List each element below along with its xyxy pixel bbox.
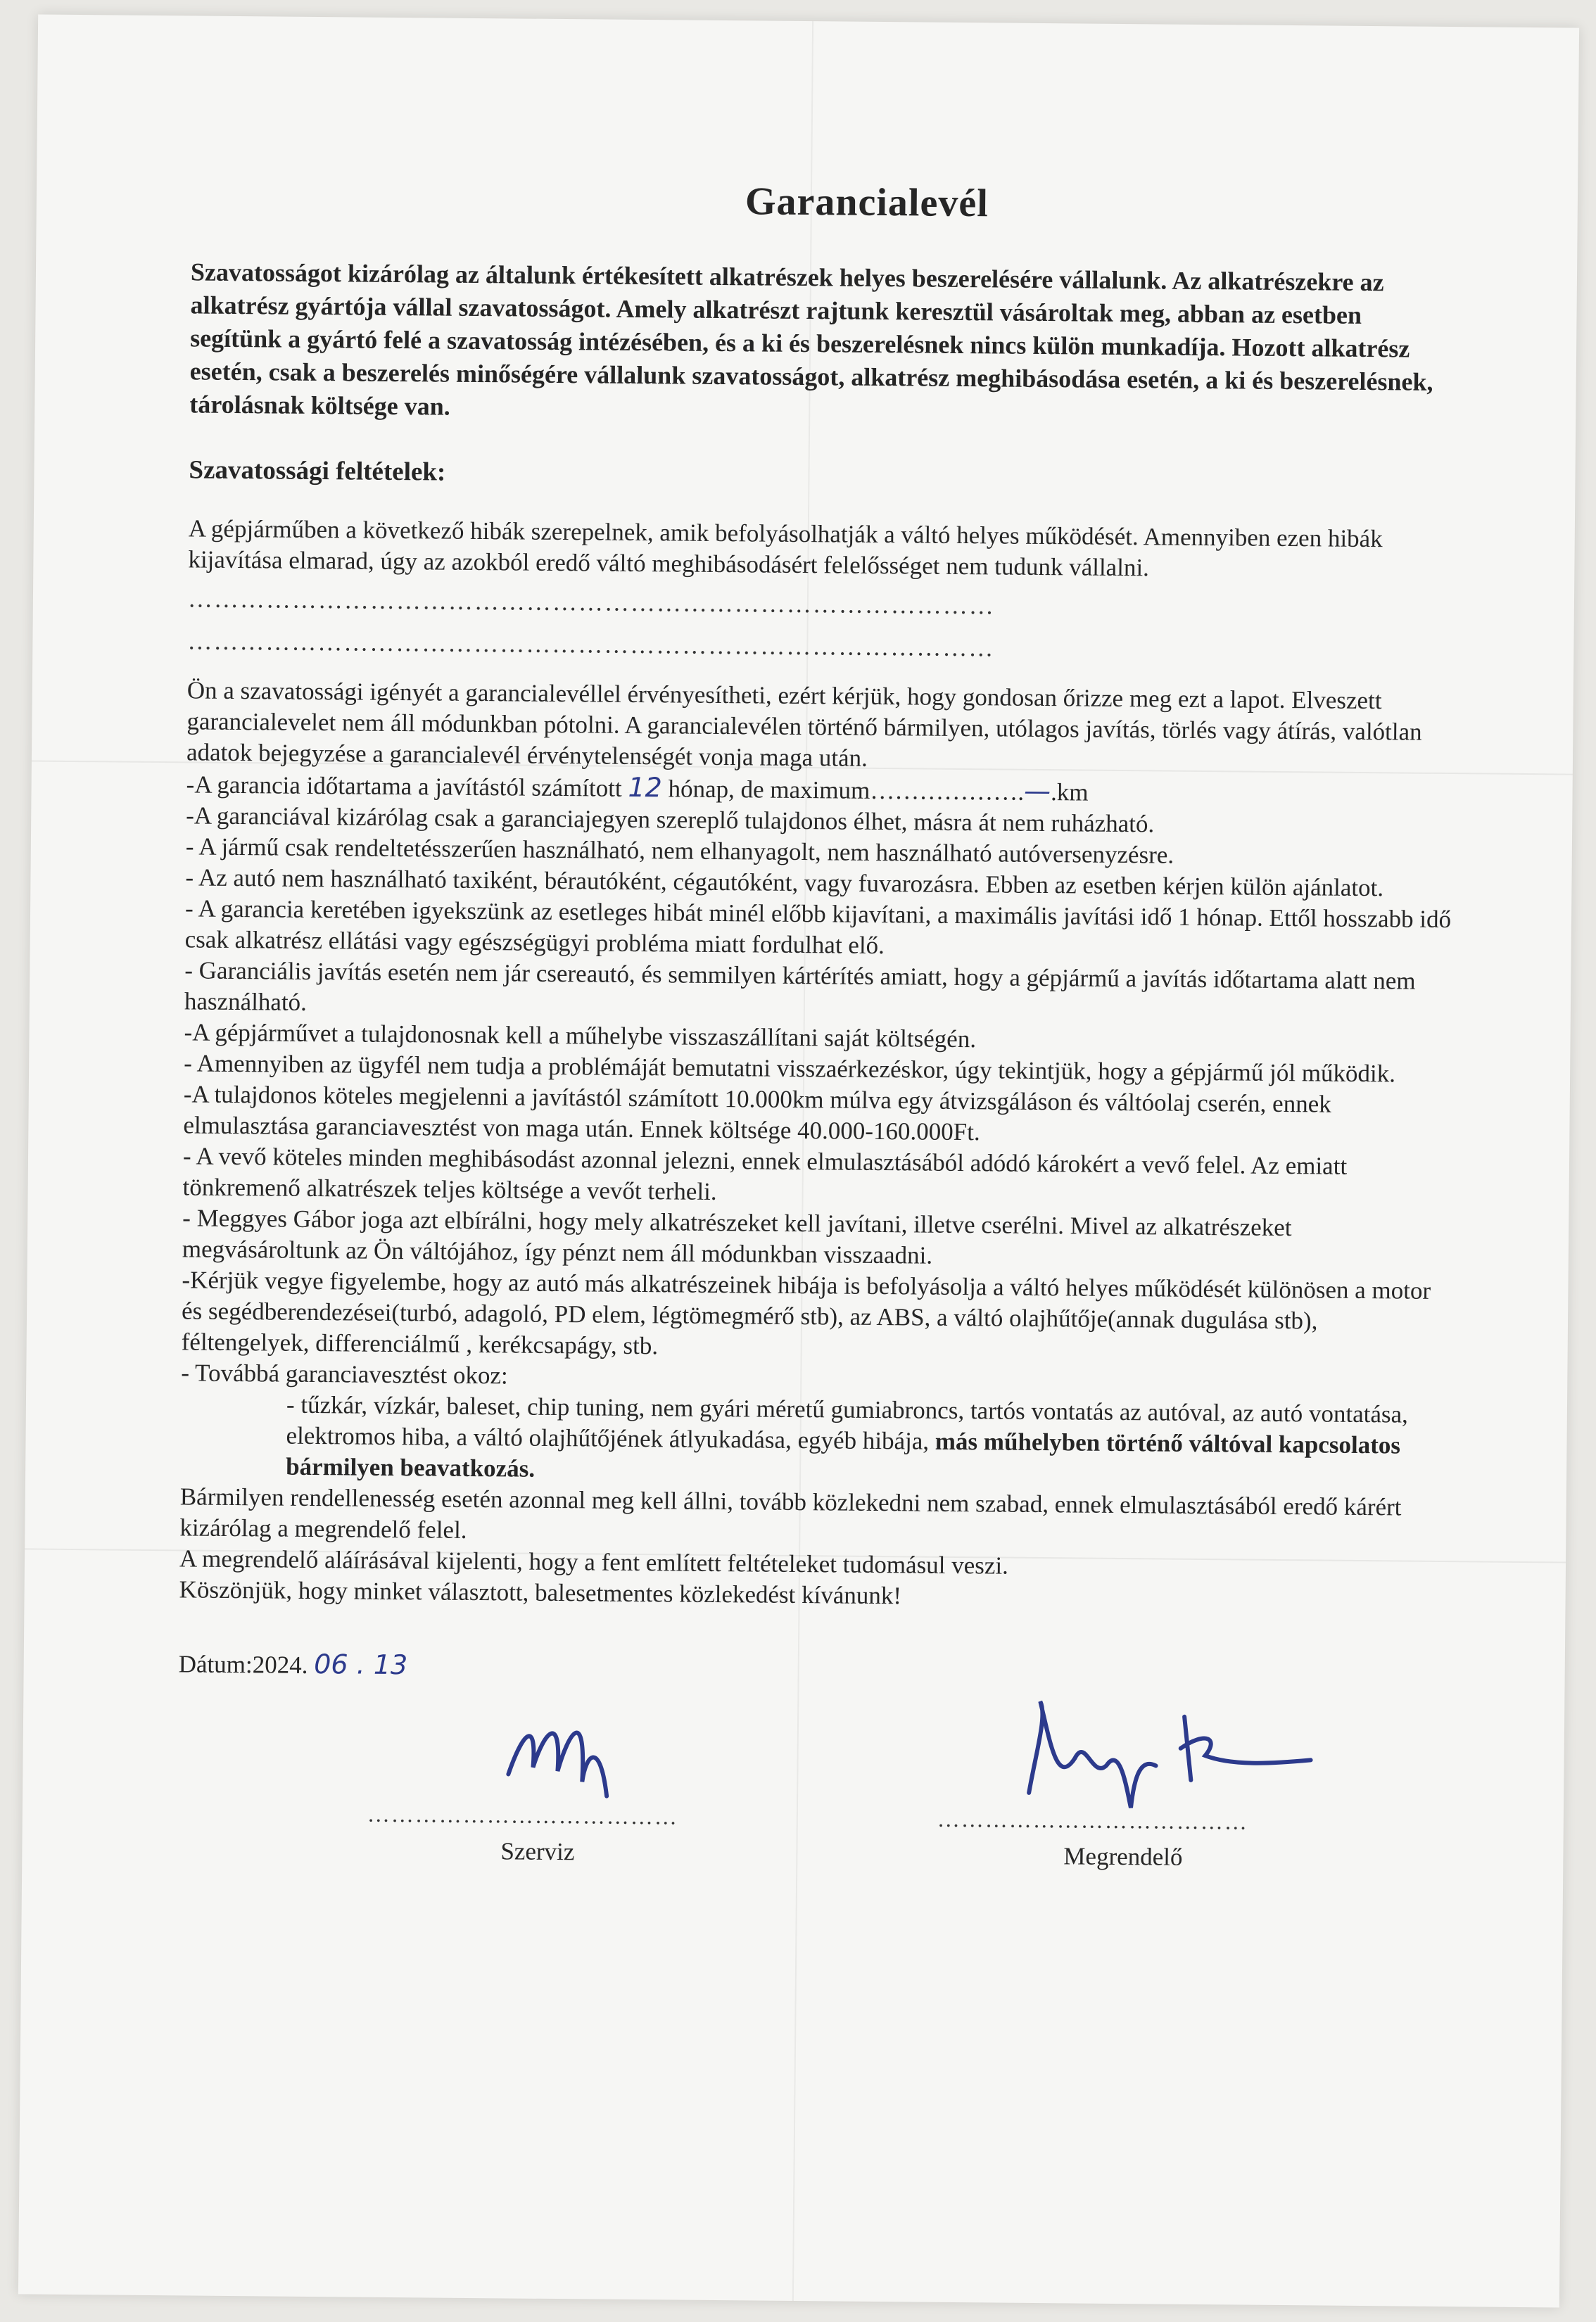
warranty-loss-items <box>180 1388 1448 1492</box>
rule-item: - A garancia keretében igyekszünk az esetleges hibát minél előbb kijavítani, a maximális javítási idő 1 hónap. Ettől hosszabb idő csak alkatrész ellátási vagy egészségügyi probléma miatt fordulhat elő. <box>184 894 1452 960</box>
duration-km-dots: ………………. <box>870 776 1025 806</box>
claim-paragraph: Ön a szavatossági igényét a garancialevéllel érvényesítheti, ezért kérjük, hogy gondosan őrizze meg ezt a lapot. Elveszett garancialevelet nem áll módunkban pótolni. A garancialevélen történő bármilyen, utólagos javítás, törlés vagy átírás, valótlan adatok bejegyzése a garancialevél érvénytelenségét vonja maga után. <box>186 676 1422 772</box>
rule-item: - Garanciális javítás esetén nem jár csereautó, és semmilyen kártérítés amiatt, hogy a gépjármű a javítás időtartama alatt nem használható. <box>184 956 1416 1016</box>
rule-item: - Meggyes Gábor joga azt elbírálni, hogy mely alkatrészeket kell javítani, illetve cserélni. Mivel az alkatrészeket megvásároltunk az Ön váltójához, így pénzt nem áll módunkban visszaadni. <box>182 1204 1292 1269</box>
date-label: Dátum:2024. <box>178 1650 308 1679</box>
service-signature <box>494 1689 635 1810</box>
defects-dot-line-2: ………………………………………………………………………………… <box>187 627 995 662</box>
warranty-sheet <box>18 15 1579 2308</box>
service-signature-line: ………………………………… <box>367 1801 679 1829</box>
date-handwritten: 06 . 13 <box>314 1649 408 1681</box>
service-label: Szerviz <box>500 1837 575 1866</box>
duration-middle: hónap, de maximum <box>668 775 870 804</box>
intro-paragraph: Szavatosságot kizárólag az általunk értékesített alkatrészek helyes beszerelésére vállalunk. Az alkatrészekre az alkatrész gyártója vállal szavatosságot. Amely alkatrészt rajtunk keresztül vásároltak meg, abban az esetben segítünk a gyártó felé a szavatosság intézésében, és a ki és beszerelésnek nincs külön munkadíja. Hozott alkatrész esetén, csak a beszerelés minőségére vállalunk szavatosságot, alkatrész meghibásodása esetén, a ki és beszerelésnek, tárolásnak költsége van. <box>189 258 1433 421</box>
rule-item: -A tulajdonos köteles megjelenni a javítástól számított 10.000km múlva egy átvizsgáláson és váltóolaj cserén, ennek elmulasztása garanciavesztést von maga után. Ennek költsége 40.000-160.000Ft. <box>183 1080 1331 1146</box>
rule-item: - Továbbá garanciavesztést okoz: <box>181 1359 508 1390</box>
rule-item: - Az autó nem használható taxiként, bérautóként, cégautóként, vagy fuvarozásra. Ebben az esetben kérjen külön ajánlatot. <box>185 863 1384 902</box>
rule-item: -Kérjük vegye figyelembe, hogy az autó más alkatrészeinek hibája is befolyásolja a váltó helyes működését különösen a motor és segédberendezései(turbó, adagoló, PD elem, légtömegmérő stb), az ABS, a váltó olajhűtője(annak dugulása stb), féltengelyek, differenciálmű , kerékcsapágy, stb. <box>181 1266 1431 1360</box>
document-title: Garancialevél <box>745 179 989 226</box>
duration-months-handwritten: 12 <box>628 771 663 804</box>
customer-signature-line: ………………………………… <box>937 1806 1248 1834</box>
rule-item: -A gépjárművet a tulajdonosnak kell a műhelybe visszaszállítani saját költségén. <box>184 1018 977 1053</box>
defects-dot-line-1: ………………………………………………………………………………… <box>187 585 996 620</box>
rule-item: - A vevő köteles minden meghibásodást azonnal jelezni, ennek elmulasztásából adódó károkért a vevő felel. Az emiatt tönkremenő alkatrészek teljes költsége a vevőt terheli. <box>182 1142 1348 1205</box>
closing-line: Köszönjük, hogy minket választott, balesetmentes közlekedést kívánunk! <box>179 1575 902 1610</box>
closing-line: A megrendelő aláírásával kijelenti, hogy a fent említett feltételeket tudomásul veszi. <box>179 1544 1009 1580</box>
defects-paragraph: A gépjárműben a következő hibák szerepelnek, amik befolyásolhatják a váltó helyes működését. Amennyiben ezen hibák kijavítása elmarad, úgy az azokból eredő váltó meghibásodásért felelősséget nem tudunk vállalni. <box>188 514 1383 582</box>
loss-items-text: - tűzkár, vízkár, baleset, chip tuning, nem gyári méretű gumiabroncs, tartós vontatás az autóval, az autó vontatása, elektromos hiba, a váltó olajhűtőjének átlyukadása, egyéb hibája, <box>286 1390 1409 1455</box>
rule-item: -A garanciával kizárólag csak a garanciajegyen szereplő tulajdonos élhet, másra át nem ruházható. <box>186 801 1155 838</box>
rules-list <box>181 800 1452 1400</box>
customer-label: Megrendelő <box>1063 1842 1183 1871</box>
conditions-heading: Szavatossági feltételek: <box>189 455 446 487</box>
rule-item: - Amennyiben az ügyfél nem tudja a problémáját bemutatni visszaérkezéskor, úgy tekintjük, hogy a gépjármű jól működik. <box>184 1049 1396 1088</box>
date-line <box>179 1647 1445 1691</box>
duration-suffix: .km <box>1050 778 1089 806</box>
document-body <box>177 174 1458 1902</box>
customer-signature <box>1008 1687 1319 1824</box>
loss-items-bold: más műhelyben történő váltóval kapcsolatos bármilyen beavatkozás. <box>286 1427 1401 1483</box>
duration-km-handwritten: — <box>1023 775 1051 807</box>
closing-line: Bármilyen rendellenesség esetén azonnal meg kell állni, tovább közlekedni nem szabad, ennek elmulasztásából eredő kárért kizárólag a megrendelő felel. <box>179 1483 1402 1544</box>
rule-item: - A jármű csak rendeltetésszerűen használható, nem elhanyagolt, nem használható autóversenyzésre. <box>185 832 1174 869</box>
duration-prefix: -A garancia időtartama a javítástól számított <box>186 770 622 802</box>
signature-area <box>177 1708 1445 1902</box>
